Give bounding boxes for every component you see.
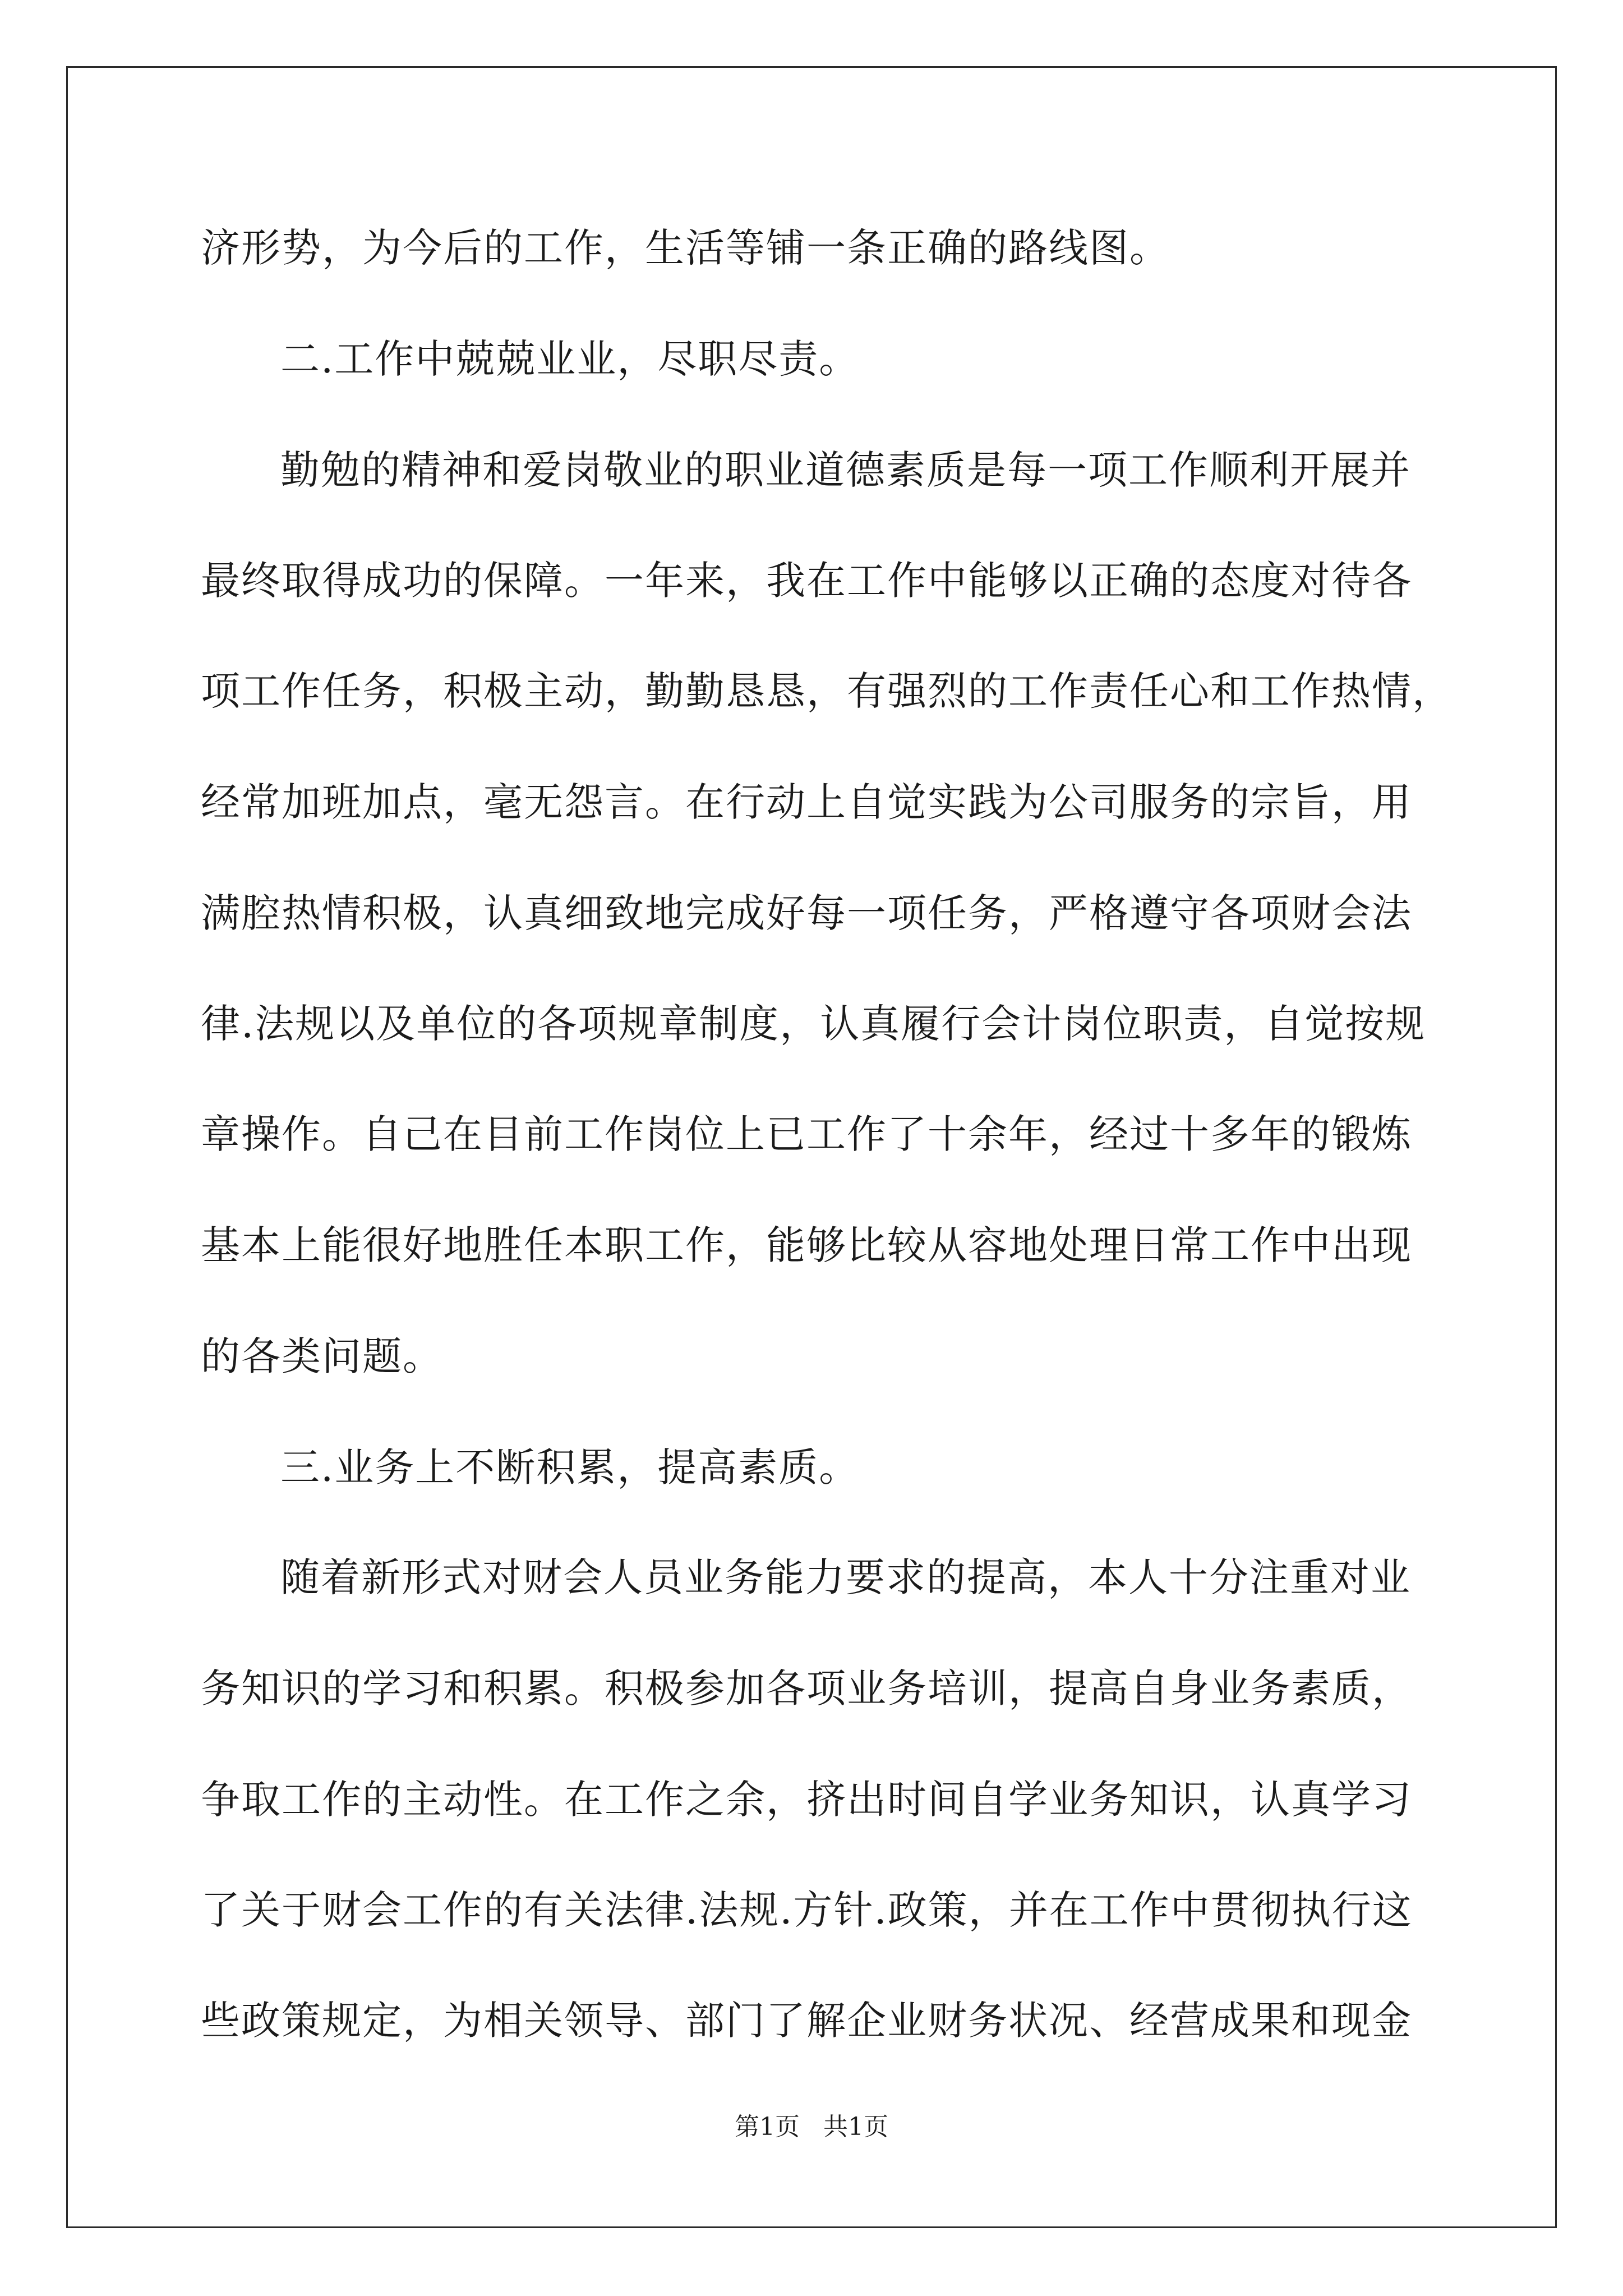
- text-line: 济形势，为今后的工作，生活等铺一条正确的路线图。: [201, 225, 1170, 271]
- text-line: 了关于财会工作的有关法律.法规.方针.政策，并在工作中贯彻执行这: [201, 1887, 1413, 1933]
- text-line: 律.法规以及单位的各项规章制度，认真履行会计岗位职责，自觉按规: [201, 1001, 1426, 1047]
- text-line: 随着新形式对财会人员业务能力要求的提高，本人十分注重对业: [280, 1554, 1411, 1600]
- text-line: 经常加班加点，毫无怨言。在行动上自觉实践为公司服务的宗旨，用: [201, 779, 1412, 825]
- text-line: 争取工作的主动性。在工作之余，挤出时间自学业务知识，认真学习: [201, 1777, 1412, 1823]
- text-line: 最终取得成功的保障。一年来，我在工作中能够以正确的态度对待各: [201, 558, 1412, 604]
- text-line: 的各类问题。: [201, 1333, 443, 1379]
- page-number-footer: 第1页 共1页: [735, 2113, 888, 2141]
- text-line: 基本上能很好地胜任本职工作，能够比较从容地处理日常工作中出现: [201, 1222, 1412, 1268]
- section-heading: 二.工作中兢兢业业，尽职尽责。: [280, 336, 860, 382]
- section-heading: 三.业务上不断积累，提高素质。: [280, 1444, 860, 1490]
- text-line: 满腔热情积极，认真细致地完成好每一项任务，严格遵守各项财会法: [201, 890, 1412, 936]
- text-line: 些政策规定，为相关领导、部门了解企业财务状况、经营成果和现金: [201, 1998, 1412, 2044]
- text-line: 务知识的学习和积累。积极参加各项业务培训，提高自身业务素质，: [201, 1665, 1412, 1711]
- text-line: 章操作。自己在目前工作岗位上已工作了十余年，经过十多年的锻炼: [201, 1111, 1412, 1157]
- text-line: 勤勉的精神和爱岗敬业的职业道德素质是每一项工作顺利开展并: [280, 447, 1411, 493]
- text-line: 项工作任务，积极主动，勤勤恳恳，有强烈的工作责任心和工作热情，: [201, 668, 1453, 714]
